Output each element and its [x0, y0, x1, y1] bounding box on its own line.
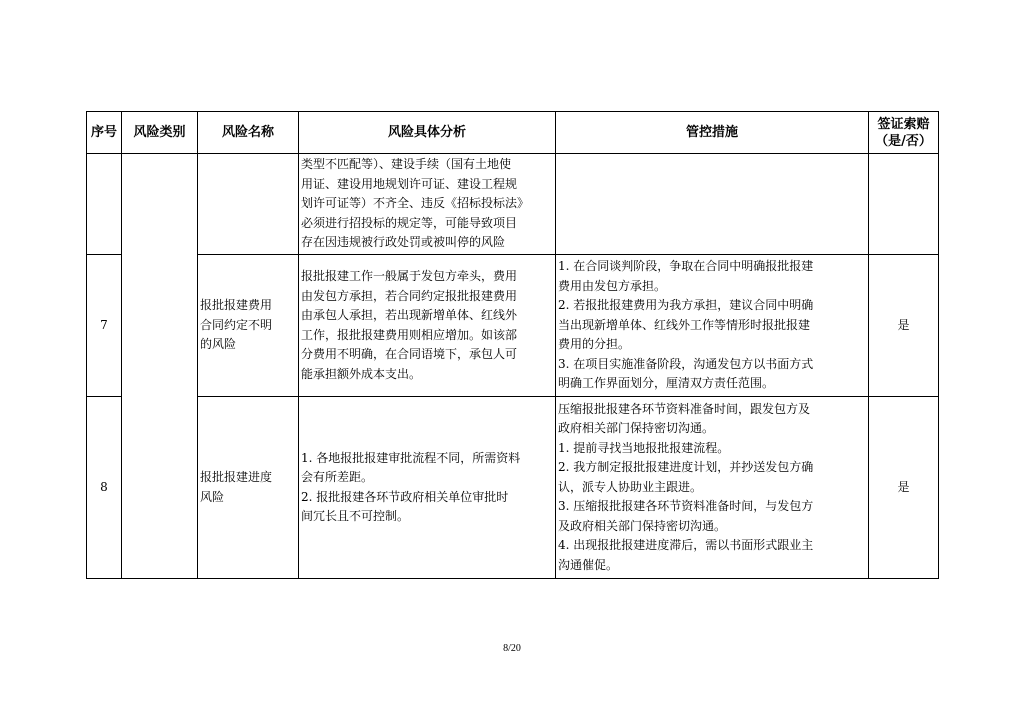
text-line: 能承担额外成本支出。: [301, 366, 422, 381]
text-line: 2. 我方制定报批报建进度计划，并抄送发包方确: [558, 460, 814, 475]
header-measures: 管控措施: [556, 112, 869, 154]
text-line: 报批报建费用: [200, 298, 273, 313]
cell-analysis: [299, 397, 556, 579]
cell-risk-name: [198, 255, 299, 397]
header-claim-line2: （是/否）: [875, 133, 932, 149]
header-claim: [869, 112, 939, 154]
text-line: 政府相关部门保持密切沟通。: [558, 421, 715, 436]
cell-measures: [556, 255, 869, 397]
cell-risk-name: [198, 397, 299, 579]
text-line: 由承包人承担，若出现新增单体、红线外: [301, 308, 518, 322]
text-line: 3. 在项目实施准备阶段，沟通发包方以书面方式: [558, 356, 814, 371]
cell-analysis-continued: [299, 154, 556, 255]
cell-claim: 是: [869, 397, 939, 579]
cell-measures-continued: [556, 154, 869, 255]
text-line: 会有所差距。: [301, 470, 374, 484]
header-category: 风险类别: [122, 112, 198, 154]
text-line: 3. 压缩报批报建各环节资料准备时间，与发包方: [558, 499, 814, 514]
text-line: 费用由发包方承担。: [558, 278, 667, 293]
cell-no: 7: [87, 255, 122, 397]
text-line: 合同约定不明: [200, 317, 273, 332]
text-line: 必须进行招投标的规定等，可能导致项目: [301, 215, 518, 230]
text-line: 存在因违规被行政处罚或被叫停的风险: [301, 235, 506, 250]
cell-claim-continued: [869, 154, 939, 255]
table-header-row: [87, 112, 939, 154]
cell-claim: 是: [869, 255, 939, 397]
table-row-7: [87, 255, 939, 397]
header-no: 序号: [87, 112, 122, 154]
text-line: 2. 若报批报建费用为我方承担，建议合同中明确: [558, 298, 814, 313]
risk-table: [86, 111, 939, 579]
text-line: 压缩报批报建各环节资料准备时间，跟发包方及: [558, 401, 811, 416]
text-line: 风险: [200, 489, 225, 504]
cell-no: 8: [87, 397, 122, 579]
text-line: 明确工作界面划分，厘清双方责任范围。: [558, 376, 775, 391]
header-analysis: 风险具体分析: [299, 112, 556, 154]
text-line: 1. 提前寻找当地报批报建流程。: [558, 440, 730, 455]
text-line: 2. 报批报建各环节政府相关单位审批时: [301, 489, 509, 504]
text-line: 当出现新增单体、红线外工作等情形时报批报建: [558, 317, 811, 332]
text-line: 工作，报批报建费用则相应增加。如该部: [301, 327, 518, 342]
text-line: 4. 出现报批报建进度滞后，需以书面形式跟业主: [558, 538, 814, 553]
text-line: 由发包方承担，若合同约定报批报建费用: [301, 288, 518, 303]
cell-category-merged: [122, 154, 198, 579]
text-line: 划许可证等）不齐全、违反《招标投标法》: [301, 196, 530, 211]
text-line: 1. 在合同谈判阶段，争取在合同中明确报批报建: [558, 259, 814, 274]
text-line: 的风险: [200, 337, 237, 352]
text-line: 及政府相关部门保持密切沟通。: [558, 518, 727, 533]
text-line: 分费用不明确，在合同语境下，承包人可: [301, 347, 518, 361]
text-line: 间冗长且不可控制。: [301, 509, 410, 523]
text-line: 1. 各地报批报建审批流程不同，所需资料: [301, 450, 521, 465]
table-row-8: [87, 397, 939, 579]
text-line: 用证、建设用地规划许可证、建设工程规: [301, 176, 518, 191]
text-line: 报批报建工作一般属于发包方牵头，费用: [301, 269, 518, 283]
cell-measures: [556, 397, 869, 579]
text-line: 沟通催促。: [558, 557, 619, 572]
page-number: 8/20: [503, 643, 521, 654]
text-line: 类型不匹配等）、建设手续（国有土地使: [301, 157, 512, 172]
text-line: 报批报建进度: [200, 470, 273, 484]
text-line: 费用的分担。: [558, 337, 631, 352]
table-row-continued: [87, 154, 939, 255]
cell-no-continued: [87, 154, 122, 255]
cell-analysis: [299, 255, 556, 397]
cell-name-continued: [198, 154, 299, 255]
header-claim-line1: 签证索赔: [877, 116, 930, 132]
text-line: 认，派专人协助业主跟进。: [558, 479, 703, 494]
header-name: 风险名称: [198, 112, 299, 154]
